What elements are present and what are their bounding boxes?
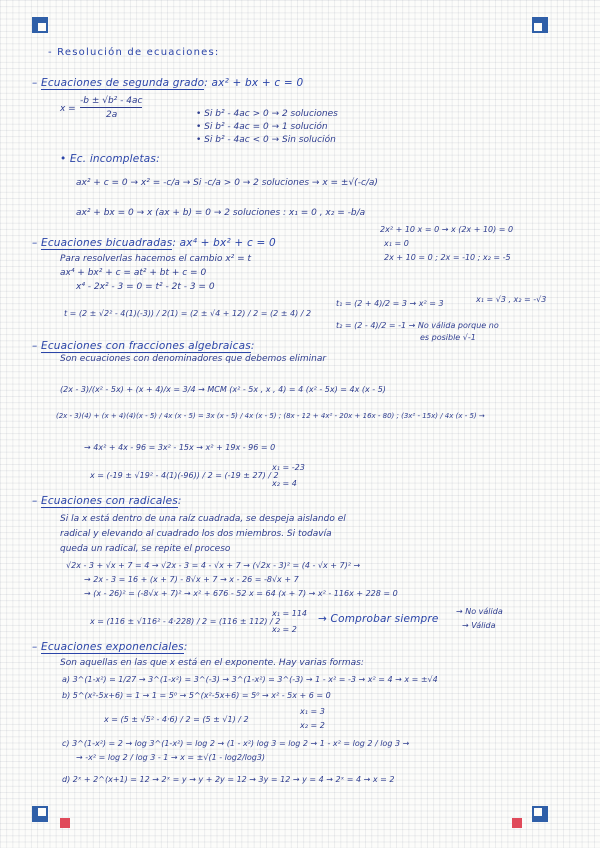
biquadratic-calc: t = (2 ± √2² - 4(1)(-3)) / 2(1) = (2 ± √4 + 12) / 2 = (2 ± 4) / 2 bbox=[64, 309, 312, 318]
exponential-intro: Son aquellas en las que x está en el exponente. Hay varias formas: bbox=[60, 658, 364, 668]
discriminant-case-1: • Si b² - 4ac > 0 → 2 soluciones bbox=[196, 109, 338, 119]
discriminant-case-2: • Si b² - 4ac = 0 → 1 solución bbox=[196, 122, 328, 132]
section-heading-exponential: – Ecuaciones exponenciales: bbox=[32, 641, 188, 653]
page-title: - Resolución de ecuaciones: bbox=[48, 47, 220, 58]
discriminant-case-3: • Si b² - 4ac < 0 → Sin solución bbox=[196, 135, 336, 145]
biquadratic-line-3: x⁴ - 2x² - 3 = 0 = t² - 2t - 3 = 0 bbox=[76, 282, 215, 292]
incomplete-eq-1: ax² + c = 0 → x² = -c/a → Si -c/a > 0 → 2 soluciones → x = ±√(-c/a) bbox=[76, 178, 378, 188]
exponential-b-quadratic: x = (5 ± √5² - 4·6) / 2 = (5 ± √1) / 2 bbox=[104, 715, 249, 724]
exponential-c-1: c) 3^(1-x²) = 2 → log 3^(1-x²) = log 2 → (1 - x²) log 3 = log 2 → 1 - x² = log 2 / log 3 → bbox=[62, 739, 410, 748]
incomplete-equations-label: • Ec. incompletas: bbox=[60, 153, 160, 165]
radicals-check: → Comprobar siempre bbox=[318, 613, 439, 625]
fractions-eq-4: x = (-19 ± √19² - 4(1)(-96)) / 2 = (-19 ± 27) / 2 bbox=[90, 471, 279, 480]
exponential-d: d) 2ˣ + 2^(x+1) = 12 → 2ˣ = y → y + 2y = 12 → 3y = 12 → y = 4 → 2ˣ = 4 → x = 2 bbox=[62, 775, 395, 784]
fractions-intro: Son ecuaciones con denominadores que debemos eliminar bbox=[60, 354, 327, 364]
biquadratic-root-1: t₁ = (2 + 4)/2 = 3 → x² = 3 bbox=[336, 299, 444, 308]
exponential-b-sol-2: x₂ = 2 bbox=[300, 721, 325, 730]
radicals-eq-4: x = (116 ± √116² - 4·228) / 2 = (116 ± 112) / 2 bbox=[90, 617, 281, 626]
radicals-line-2: radical y elevando al cuadrado los dos miembros. Si todavía bbox=[60, 529, 332, 539]
radicals-sol-2: x₂ = 2 bbox=[272, 625, 297, 634]
radicals-line-3: queda un radical, se repite el proceso bbox=[60, 544, 231, 554]
example-side-1: 2x² + 10 x = 0 → x (2x + 10) = 0 bbox=[380, 225, 514, 234]
radicals-eq-1: √2x - 3 + √x + 7 = 4 → √2x - 3 = 4 - √x + 7 → (√2x - 3)² = (4 - √x + 7)² → bbox=[66, 561, 361, 570]
exponential-b: b) 5^(x²-5x+6) = 1 → 1 = 5⁰ → 5^(x²-5x+6) = 5⁰ → x² - 5x + 6 = 0 bbox=[62, 691, 331, 700]
corner-mark-bottom-left bbox=[32, 806, 48, 822]
corner-mark-bottom-right bbox=[532, 806, 548, 822]
exponential-a: a) 3^(1-x²) = 1/27 → 3^(1-x²) = 3^(-3) → 3^(1-x²) = 3^(-3) → 1 - x² = -3 → x² = 4 → x = ±√4 bbox=[62, 675, 438, 684]
section-heading-second-degree: – Ecuaciones de segunda grado: ax² + bx + c = 0 bbox=[32, 77, 304, 89]
example-side-2: x₁ = 0 bbox=[384, 239, 409, 248]
biquadratic-line-2: ax⁴ + bx² + c = at² + bt + c = 0 bbox=[60, 268, 207, 278]
radicals-eq-2: → 2x - 3 = 16 + (x + 7) - 8√x + 7 → x - 26 = -8√x + 7 bbox=[84, 575, 299, 584]
fractions-eq-1: (2x - 3)/(x² - 5x) + (x + 4)/x = 3/4 → MCM (x² - 5x , x , 4) = 4 (x² - 5x) = 4x (x - 5) bbox=[60, 385, 386, 394]
quadratic-formula-denominator: 2a bbox=[106, 110, 118, 120]
fractions-sol-1: x₁ = -23 bbox=[272, 463, 305, 472]
corner-mark-top-right bbox=[532, 17, 548, 33]
radicals-line-1: Si la x está dentro de una raíz cuadrada, se despeja aislando el bbox=[60, 514, 346, 524]
section-heading-radicals: – Ecuaciones con radicales: bbox=[32, 495, 182, 507]
section-heading-biquadratic: – Ecuaciones bicuadradas: ax⁴ + bx² + c = 0 bbox=[32, 237, 276, 249]
fractions-eq-2: (2x - 3)(4) + (x + 4)(4)(x - 5) / 4x (x - 5) = 3x (x - 5) / 4x (x - 5) ; (8x - 12 + 4x² - 20x + 16x - 80) ; (3x² - 15x) / 4x (x - 5) → bbox=[56, 412, 485, 420]
fractions-sol-2: x₂ = 4 bbox=[272, 479, 297, 488]
radicals-check-valid: → Válida bbox=[462, 621, 496, 630]
incomplete-eq-2: ax² + bx = 0 → x (ax + b) = 0 → 2 soluciones : x₁ = 0 , x₂ = -b/a bbox=[76, 208, 366, 218]
example-side-3: 2x + 10 = 0 ; 2x = -10 ; x₂ = -5 bbox=[384, 253, 511, 262]
section-heading-algebraic-fractions: – Ecuaciones con fracciones algebraicas: bbox=[32, 340, 255, 352]
corner-mark-top-left bbox=[32, 17, 48, 33]
biquadratic-root-1-values: x₁ = √3 , x₂ = -√3 bbox=[476, 295, 547, 304]
biquadratic-line-1: Para resolverlas hacemos el cambio x² = t bbox=[60, 254, 252, 264]
radicals-eq-3: → (x - 26)² = (-8√x + 7)² → x² + 676 - 52 x = 64 (x + 7) → x² - 116x + 228 = 0 bbox=[84, 589, 398, 598]
red-mark-left bbox=[60, 818, 70, 828]
quadratic-formula-lhs: x = bbox=[60, 104, 76, 114]
radicals-sol-1: x₁ = 114 bbox=[272, 609, 307, 618]
exponential-b-sol-1: x₁ = 3 bbox=[300, 707, 325, 716]
quadratic-formula-numerator: -b ± √b² - 4ac bbox=[80, 96, 143, 106]
biquadratic-root-2-note: es posible √-1 bbox=[420, 333, 476, 342]
radicals-check-invalid: → No válida bbox=[456, 607, 503, 616]
exponential-c-2: → -x² = log 2 / log 3 - 1 → x = ±√(1 - log2/log3) bbox=[76, 753, 266, 762]
red-mark-right bbox=[512, 818, 522, 828]
biquadratic-root-2: t₂ = (2 - 4)/2 = -1 → No válida porque no bbox=[336, 321, 499, 330]
fractions-eq-3: → 4x² + 4x - 96 = 3x² - 15x → x² + 19x - 96 = 0 bbox=[84, 443, 276, 452]
